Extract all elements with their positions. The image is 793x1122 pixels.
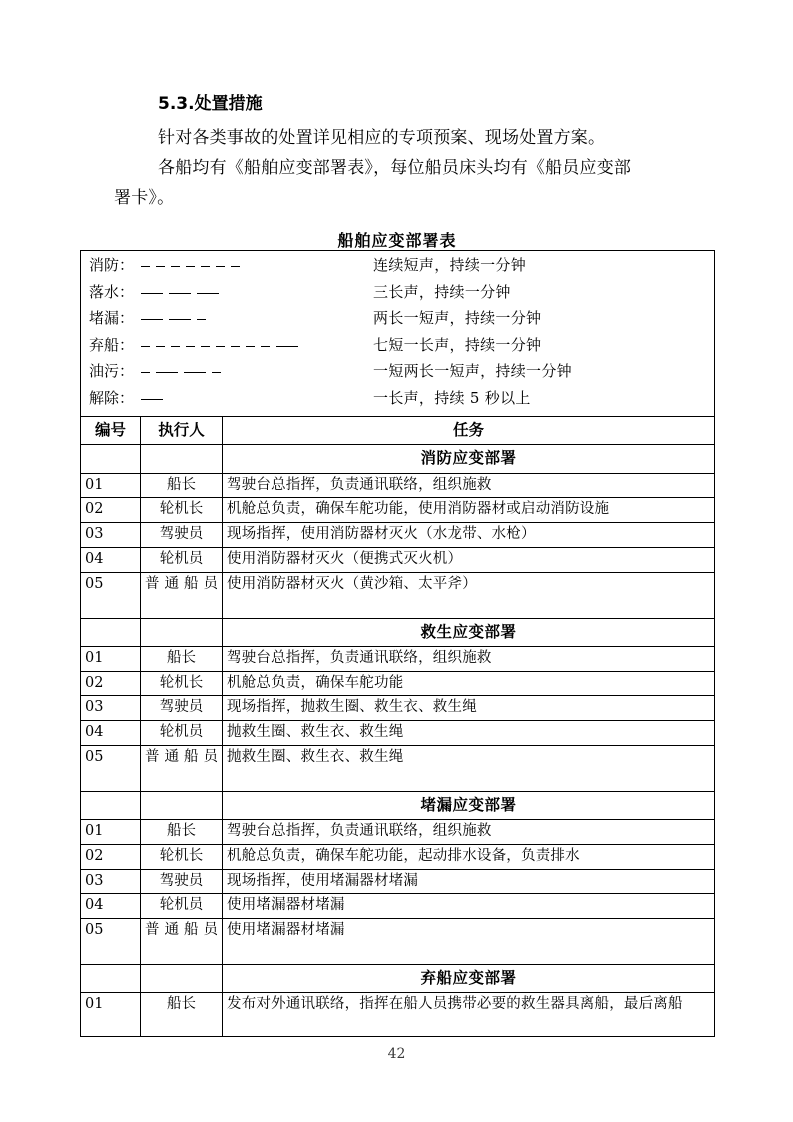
cell-role: 普通船员 — [141, 745, 223, 791]
cell-no: 03 — [81, 523, 141, 548]
table-row — [81, 993, 715, 1037]
signal-row — [81, 254, 714, 281]
cell-task: 使用消防器材灭火（黄沙箱、太平斧） — [223, 572, 715, 618]
paragraph-muster-card-line1: 各船均有《船舶应变部署表》，每位船员床头均有《船员应变部 — [158, 157, 632, 178]
cell-task: 使用消防器材灭火（便携式灭火机） — [223, 547, 715, 572]
table-row — [81, 721, 715, 746]
cell-task: 机舱总负责，确保车舵功能，起动排水设备，负责排水 — [223, 844, 715, 869]
short-blast-dash-icon — [171, 346, 180, 347]
table-row — [81, 572, 715, 618]
cell-role: 轮机长 — [141, 671, 223, 696]
cell-role: 普通船员 — [141, 572, 223, 618]
signal-description: 两长一短声，持续一分钟 — [373, 309, 542, 327]
cell-task: 使用堵漏器材堵漏 — [223, 894, 715, 919]
signal-row — [81, 387, 714, 414]
signal-label: 解除： — [89, 388, 135, 407]
signal-pattern — [134, 338, 373, 360]
table-row — [81, 696, 715, 721]
table-row — [81, 547, 715, 572]
table-row — [81, 919, 715, 965]
header-role: 执行人 — [141, 417, 223, 445]
table-row — [81, 844, 715, 869]
short-blast-dash-icon — [216, 346, 225, 347]
short-blast-dash-icon — [141, 372, 150, 373]
section-header-row — [81, 791, 715, 819]
section-empty-role — [141, 965, 223, 993]
paragraph-muster-card-line2: 署卡》。 — [114, 188, 175, 209]
cell-no: 01 — [81, 646, 141, 671]
short-blast-dash-icon — [261, 346, 270, 347]
short-blast-dash-icon — [171, 266, 180, 267]
long-blast-dash-icon — [276, 346, 298, 347]
signal-label: 消防： — [89, 256, 135, 274]
short-blast-dash-icon — [156, 346, 165, 347]
cell-role: 船长 — [141, 820, 223, 845]
header-no: 编号 — [81, 417, 141, 445]
long-blast-dash-icon — [156, 372, 178, 373]
cell-no: 02 — [81, 844, 141, 869]
signal-row — [81, 334, 714, 361]
long-blast-dash-icon — [184, 372, 206, 373]
section-empty-role — [141, 791, 223, 819]
table-row — [81, 646, 715, 671]
short-blast-dash-icon — [201, 266, 210, 267]
signal-pattern — [134, 391, 373, 413]
long-blast-dash-icon — [141, 399, 163, 400]
section-empty-no — [81, 618, 141, 646]
cell-no: 04 — [81, 721, 141, 746]
paragraph-muster-card — [80, 153, 714, 214]
section-empty-no — [81, 965, 141, 993]
cell-no: 02 — [81, 671, 141, 696]
cell-task: 驾驶台总指挥，负责通讯联络，组织施救 — [223, 473, 715, 498]
muster-list-table — [80, 250, 715, 1037]
section-title: 消防应变部署 — [223, 445, 715, 473]
long-blast-dash-icon — [169, 293, 191, 294]
cell-no: 02 — [81, 498, 141, 523]
table-header-row — [81, 417, 715, 445]
cell-role: 轮机长 — [141, 498, 223, 523]
signal-label: 堵漏： — [89, 309, 135, 327]
short-blast-dash-icon — [231, 346, 240, 347]
table-row — [81, 745, 715, 791]
signal-list — [81, 254, 714, 413]
table-row — [81, 498, 715, 523]
header-task: 任务 — [223, 417, 715, 445]
cell-task: 现场指挥，使用堵漏器材堵漏 — [223, 869, 715, 894]
muster-table-body — [81, 251, 715, 1037]
cell-role: 船长 — [141, 993, 223, 1037]
table-row — [81, 473, 715, 498]
section-header-row — [81, 965, 715, 993]
cell-task: 驾驶台总指挥，负责通讯联络，组织施救 — [223, 820, 715, 845]
signal-row — [81, 360, 714, 387]
section-empty-no — [81, 445, 141, 473]
cell-role: 船长 — [141, 646, 223, 671]
short-blast-dash-icon — [141, 346, 150, 347]
section-header-row — [81, 445, 715, 473]
table-row — [81, 671, 715, 696]
cell-no: 05 — [81, 572, 141, 618]
signal-row — [81, 307, 714, 334]
short-blast-dash-icon — [201, 346, 210, 347]
short-blast-dash-icon — [212, 372, 221, 373]
signal-description: 三长声，持续一分钟 — [373, 282, 511, 301]
short-blast-dash-icon — [141, 266, 150, 267]
table-row — [81, 820, 715, 845]
table-row — [81, 523, 715, 548]
cell-role: 普通船员 — [141, 919, 223, 965]
table-row — [81, 894, 715, 919]
signal-row — [81, 281, 714, 308]
cell-no: 01 — [81, 993, 141, 1037]
cell-task: 使用堵漏器材堵漏 — [223, 919, 715, 965]
long-blast-dash-icon — [141, 319, 163, 320]
cell-task: 现场指挥，使用消防器材灭火（水龙带、水枪） — [223, 523, 715, 548]
signal-pattern — [134, 312, 373, 334]
page-number: 42 — [387, 1046, 406, 1062]
table-row — [81, 869, 715, 894]
signal-description: 七短一长声，持续一分钟 — [373, 335, 542, 354]
cell-task: 抛救生圈、救生衣、救生绳 — [223, 745, 715, 791]
cell-no: 03 — [81, 869, 141, 894]
short-blast-dash-icon — [186, 266, 195, 267]
cell-task: 现场指挥，抛救生圈、救生衣、救生绳 — [223, 696, 715, 721]
cell-task: 抛救生圈、救生衣、救生绳 — [223, 721, 715, 746]
section-empty-role — [141, 618, 223, 646]
short-blast-dash-icon — [231, 266, 240, 267]
cell-task: 驾驶台总指挥，负责通讯联络，组织施救 — [223, 646, 715, 671]
signal-description: 一长声，持续 5 秒以上 — [373, 388, 531, 407]
section-header-row — [81, 618, 715, 646]
signal-description: 连续短声，持续一分钟 — [373, 256, 527, 274]
signal-pattern — [134, 365, 373, 387]
signal-label: 油污： — [89, 362, 135, 380]
cell-role: 驾驶员 — [141, 869, 223, 894]
cell-task: 机舱总负责，确保车舵功能 — [223, 671, 715, 696]
short-blast-dash-icon — [197, 319, 206, 320]
cell-no: 01 — [81, 820, 141, 845]
cell-no: 03 — [81, 696, 141, 721]
cell-role: 轮机员 — [141, 721, 223, 746]
signal-description: 一短两长一短声，持续一分钟 — [373, 362, 572, 380]
section-empty-no — [81, 791, 141, 819]
short-blast-dash-icon — [246, 346, 255, 347]
cell-role: 轮机长 — [141, 844, 223, 869]
cell-no: 01 — [81, 473, 141, 498]
cell-task: 机舱总负责，确保车舵功能，使用消防器材或启动消防设施 — [223, 498, 715, 523]
cell-role: 驾驶员 — [141, 696, 223, 721]
body-text-block — [80, 92, 714, 213]
signal-label: 弃船： — [89, 335, 135, 354]
section-title: 弃船应变部署 — [223, 965, 715, 993]
short-blast-dash-icon — [186, 346, 195, 347]
paragraph-dispatch-reference: 针对各类事故的处置详见相应的专项预案、现场处置方案。 — [158, 127, 606, 148]
signal-label: 落水： — [89, 282, 135, 301]
signal-pattern — [134, 259, 373, 281]
section-title: 堵漏应变部署 — [223, 791, 715, 819]
table-title: 船舶应变部署表 — [337, 231, 457, 250]
short-blast-dash-icon — [156, 266, 165, 267]
cell-role: 轮机员 — [141, 547, 223, 572]
signal-block-row — [81, 251, 715, 417]
cell-role: 船长 — [141, 473, 223, 498]
cell-no: 05 — [81, 919, 141, 965]
long-blast-dash-icon — [169, 319, 191, 320]
long-blast-dash-icon — [197, 293, 219, 294]
long-blast-dash-icon — [141, 293, 163, 294]
section-empty-role — [141, 445, 223, 473]
cell-no: 05 — [81, 745, 141, 791]
signal-legend-cell — [81, 251, 715, 417]
section-title: 救生应变部署 — [223, 618, 715, 646]
cell-no: 04 — [81, 547, 141, 572]
signal-pattern — [134, 285, 373, 307]
section-heading: 5.3.处置措施 — [158, 94, 263, 114]
cell-role: 驾驶员 — [141, 523, 223, 548]
cell-task: 发布对外通讯联络，指挥在船人员携带必要的救生器具离船，最后离船 — [223, 993, 715, 1037]
cell-role: 轮机员 — [141, 894, 223, 919]
cell-no: 04 — [81, 894, 141, 919]
short-blast-dash-icon — [216, 266, 225, 267]
